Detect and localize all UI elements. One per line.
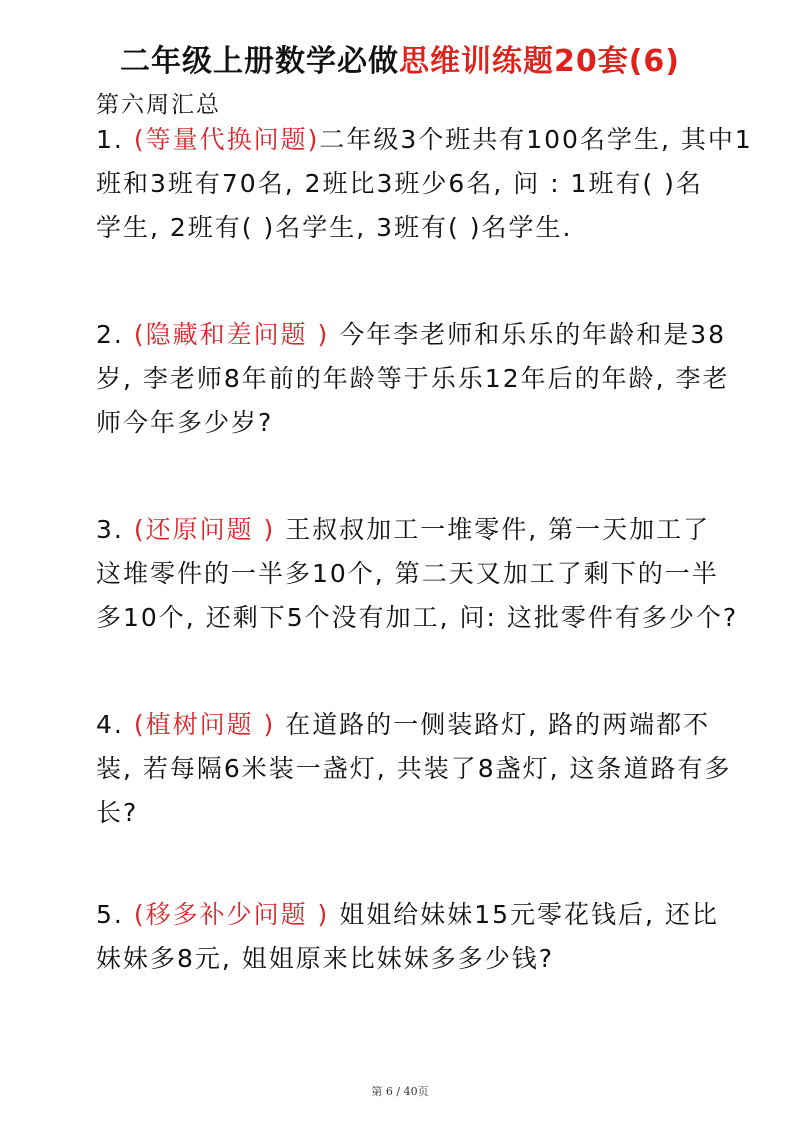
- problem-type-tag: (隐藏和差问题 ): [133, 320, 330, 349]
- page-title-main: 二年级上册数学必做: [119, 44, 399, 79]
- problem-line: [96, 508, 736, 552]
- problem-number: 2.: [96, 320, 134, 349]
- problem-number: 4.: [96, 710, 134, 739]
- problem-4: [96, 703, 736, 835]
- problem-text: 二年级3个班共有100名学生, 其中1: [319, 125, 753, 154]
- problem-line: 多10个, 还剩下5个没有加工, 问: 这批零件有多少个?: [96, 603, 739, 632]
- problem-type-tag: (还原问题 ): [133, 515, 276, 544]
- problem-line: 学生, 2班有( )名学生, 3班有( )名学生.: [96, 213, 573, 242]
- problem-line: [96, 703, 736, 747]
- problem-1: [96, 118, 753, 250]
- problem-text: 王叔叔加工一堆零件, 第一天加工了: [275, 515, 711, 544]
- page-title-highlight: 思维训练题20套(6): [398, 44, 681, 79]
- section-heading: 第六周汇总: [96, 92, 221, 118]
- problem-type-tag: (等量代换问题): [133, 125, 320, 154]
- problem-text: 在道路的一侧装路灯, 路的两端都不: [275, 710, 711, 739]
- problem-line: 妹妹多8元, 姐姐原来比妹妹多多少钱?: [96, 944, 555, 973]
- problem-line: 长?: [96, 798, 139, 827]
- problem-number: 5.: [96, 900, 134, 929]
- problem-line: [96, 313, 736, 357]
- problem-type-tag: (植树问题 ): [133, 710, 276, 739]
- problem-text: 姐姐给妹妹15元零花钱后, 还比: [329, 900, 719, 929]
- problem-5: [96, 893, 736, 981]
- problem-line: 岁, 李老师8年前的年龄等于乐乐12年后的年龄, 李老: [96, 364, 730, 393]
- page-number-footer: 第 6 / 40页: [371, 1085, 429, 1098]
- problem-3: [96, 508, 739, 640]
- problem-2: [96, 313, 736, 445]
- problem-line: [96, 893, 736, 937]
- problem-line: 班和3班有70名, 2班比3班少6名, 问 : 1班有( )名: [96, 169, 703, 198]
- problem-line: 装, 若每隔6米装一盏灯, 共装了8盏灯, 这条道路有多: [96, 754, 732, 783]
- problem-line: 这堆零件的一半多10个, 第二天又加工了剩下的一半: [96, 559, 719, 588]
- page-title: [0, 36, 800, 80]
- problem-type-tag: (移多补少问题 ): [133, 900, 330, 929]
- problem-number: 3.: [96, 515, 134, 544]
- problem-line: 师今年多少岁?: [96, 408, 274, 437]
- problem-text: 今年李老师和乐乐的年龄和是38: [329, 320, 727, 349]
- problem-number: 1.: [96, 125, 134, 154]
- problem-line: [96, 118, 753, 162]
